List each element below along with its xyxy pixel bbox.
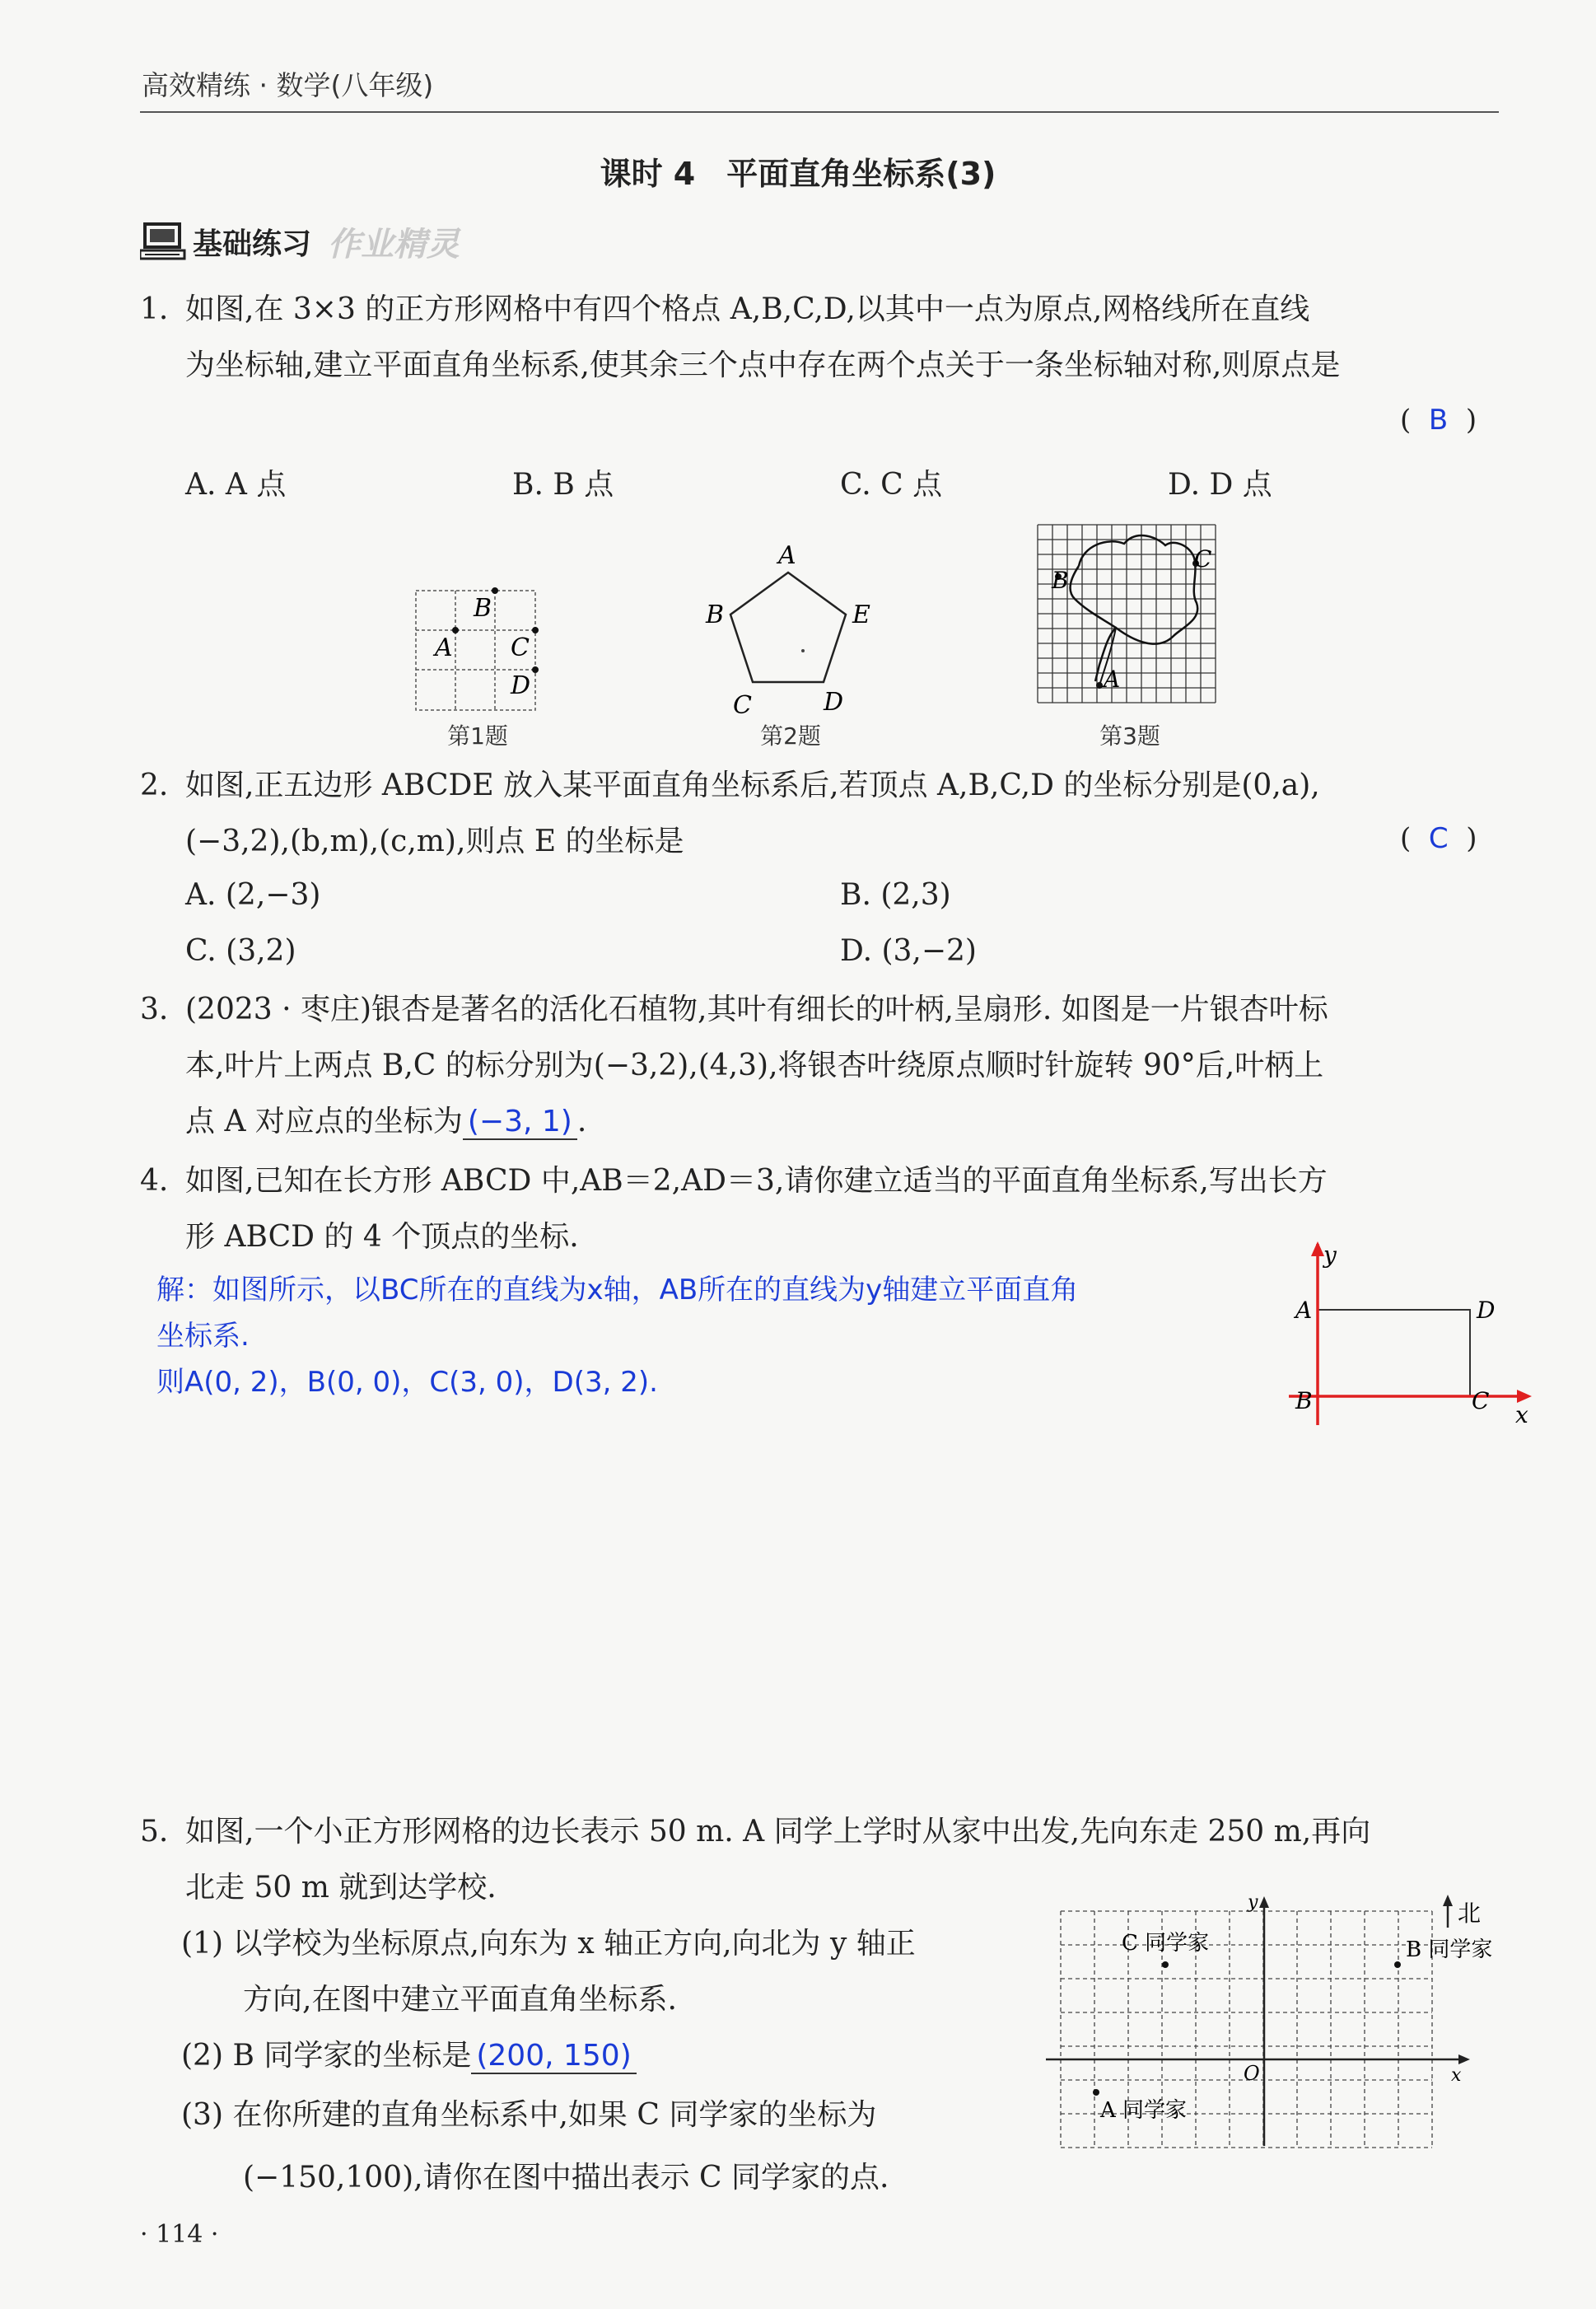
- watermark-text: 作业精灵: [328, 226, 460, 264]
- fig2-label-b: B: [706, 601, 725, 629]
- fig2-label-e: E: [852, 601, 870, 629]
- q2-option-d: D. (3,−2): [840, 934, 977, 968]
- q5-part2-text: (2) B 同学家的坐标是: [181, 2039, 472, 2073]
- section-title: 基础练习: [193, 227, 312, 261]
- q1-text-line2: 为坐标轴,建立平面直角坐标系,使其余三个点中存在两个点关于一条坐标轴对称,则原点是: [185, 348, 1341, 382]
- fig1-label-b: B: [474, 594, 492, 623]
- q2-option-a: A. (2,−3): [185, 878, 321, 912]
- q2-text-line2: (−3,2),(b,m),(c,m),则点 E 的坐标是: [185, 825, 684, 858]
- q4-label-c: C: [1472, 1387, 1490, 1414]
- q3-text-line3: [185, 1102, 586, 1142]
- q5-part2: [181, 2036, 637, 2076]
- q4-solution-line2: 坐标系.: [156, 1320, 250, 1353]
- fig1-point-a: [452, 627, 459, 633]
- q4-label-b: B: [1295, 1387, 1313, 1414]
- q5-part2-answer: (200, 150): [471, 2039, 636, 2074]
- q2-option-c: C. (3,2): [185, 934, 296, 968]
- fig2-label-d: D: [824, 688, 844, 717]
- q5-part1-line1: (1) 以学校为坐标原点,向东为 x 轴正方向,向北为 y 轴正: [181, 1927, 916, 1961]
- q4-number: 4.: [140, 1164, 169, 1198]
- computer-icon: [140, 222, 186, 262]
- q5-label-b-home: B 同学家: [1406, 1937, 1493, 1962]
- fig1-point-c: [532, 627, 539, 633]
- q4-solution-line1: 解：如图所示，以BC所在的直线为x轴，AB所在的直线为y轴建立平面直角: [156, 1274, 1079, 1306]
- figure-3: [1034, 521, 1227, 717]
- q4-solution-line3: 则A(0, 2)，B(0, 0)，C(3, 0)，D(3, 2).: [156, 1366, 658, 1399]
- figure-1-caption: 第1题: [447, 722, 508, 750]
- q5-part3-line1: (3) 在你所建的直角坐标系中,如果 C 同学家的坐标为: [181, 2098, 877, 2132]
- fig1-point-b: [492, 587, 498, 594]
- q1-answer-bracket: ( B ): [1400, 404, 1477, 437]
- q2-answer: C: [1428, 822, 1449, 855]
- q3-answer: (−3, 1): [463, 1105, 577, 1140]
- fig3-label-a: A: [1104, 666, 1121, 693]
- q2-number: 2.: [140, 769, 169, 802]
- q5-figure: [1046, 1886, 1524, 2162]
- q1-option-b: B. B 点: [512, 468, 614, 502]
- fig1-label-c: C: [511, 633, 530, 662]
- fig1-label-d: D: [511, 671, 531, 700]
- page-number: · 114 ·: [140, 2220, 219, 2249]
- q3-text-prefix: 点 A 对应点的坐标为: [185, 1105, 463, 1138]
- header-divider: [140, 111, 1499, 113]
- section-heading: [140, 218, 460, 265]
- q4-figure: [1272, 1240, 1544, 1437]
- q1-option-c: C. C 点: [840, 468, 943, 502]
- figure-1: [412, 587, 544, 722]
- q1-option-d: D. D 点: [1168, 468, 1272, 502]
- q4-axis-y-label: y: [1323, 1241, 1337, 1269]
- q4-label-d: D: [1477, 1297, 1496, 1324]
- header-title: 高效精练 · 数学(八年级): [142, 69, 434, 101]
- q5-origin-label: O: [1244, 2062, 1260, 2085]
- q5-part1-line2: 方向,在图中建立平面直角坐标系.: [243, 1983, 677, 2017]
- q5-number: 5.: [140, 1815, 169, 1849]
- q4-axis-x-label: x: [1515, 1401, 1528, 1428]
- lesson-title: 课时 4 平面直角坐标系(3): [600, 156, 996, 192]
- q1-option-a: A. A 点: [185, 468, 287, 502]
- figure-2-caption: 第2题: [760, 722, 821, 750]
- q1-answer: B: [1428, 404, 1449, 437]
- q3-number: 3.: [140, 993, 169, 1026]
- fig1-label-a: A: [435, 633, 453, 662]
- q4-text-line1: 如图,已知在长方形 ABCD 中,AB＝2,AD＝3,请你建立适当的平面直角坐标系,写出长方: [185, 1164, 1328, 1198]
- q5-point-a: [1093, 2089, 1099, 2096]
- q2-text-line1: 如图,正五边形 ABCDE 放入某平面直角坐标系后,若顶点 A,B,C,D 的坐标分别是(0,a),: [185, 769, 1320, 802]
- q5-axis-x-label: x: [1451, 2065, 1462, 2086]
- q5-text-line2: 北走 50 m 就到达学校.: [185, 1871, 497, 1905]
- q1-number: 1.: [140, 292, 169, 326]
- fig1-point-d: [532, 666, 539, 673]
- figure-3-caption: 第3题: [1099, 722, 1160, 750]
- q1-text-line1: 如图,在 3×3 的正方形网格中有四个格点 A,B,C,D,以其中一点为原点,网格线所在直线: [185, 292, 1310, 326]
- q3-text-line1: (2023 · 枣庄)银杏是著名的活化石植物,其叶有细长的叶柄,呈扇形. 如图是一片银杏叶标: [185, 993, 1328, 1026]
- q3-text-suffix: .: [576, 1105, 587, 1138]
- q4-text-line2: 形 ABCD 的 4 个顶点的坐标.: [185, 1220, 579, 1254]
- q2-answer-bracket: ( C ): [1400, 822, 1477, 855]
- fig3-label-b: B: [1052, 567, 1069, 594]
- q5-point-c: [1162, 1961, 1169, 1968]
- q3-text-line2: 本,叶片上两点 B,C 的标分别为(−3,2),(4,3),将银杏叶绕原点顺时针旋转 90°后,叶柄上: [185, 1049, 1324, 1082]
- q4-label-a: A: [1295, 1297, 1313, 1324]
- fig2-label-c: C: [733, 691, 752, 720]
- fig3-label-c: C: [1194, 545, 1212, 573]
- fig2-label-a: A: [778, 541, 796, 570]
- q5-axis-y-label: y: [1248, 1892, 1258, 1913]
- q5-label-a-home: A 同学家: [1100, 2098, 1188, 2123]
- q5-part3-line2: (−150,100),请你在图中描出表示 C 同学家的点.: [243, 2161, 889, 2194]
- q5-text-line1: 如图,一个小正方形网格的边长表示 50 m. A 同学上学时从家中出发,先向东走 250 m,再向: [185, 1815, 1371, 1849]
- figure-2: [696, 535, 885, 728]
- q5-label-c-home: C 同学家: [1122, 1931, 1210, 1956]
- north-label: 北: [1458, 1900, 1482, 1927]
- q5-point-b: [1394, 1961, 1401, 1968]
- q2-option-b: B. (2,3): [840, 878, 951, 912]
